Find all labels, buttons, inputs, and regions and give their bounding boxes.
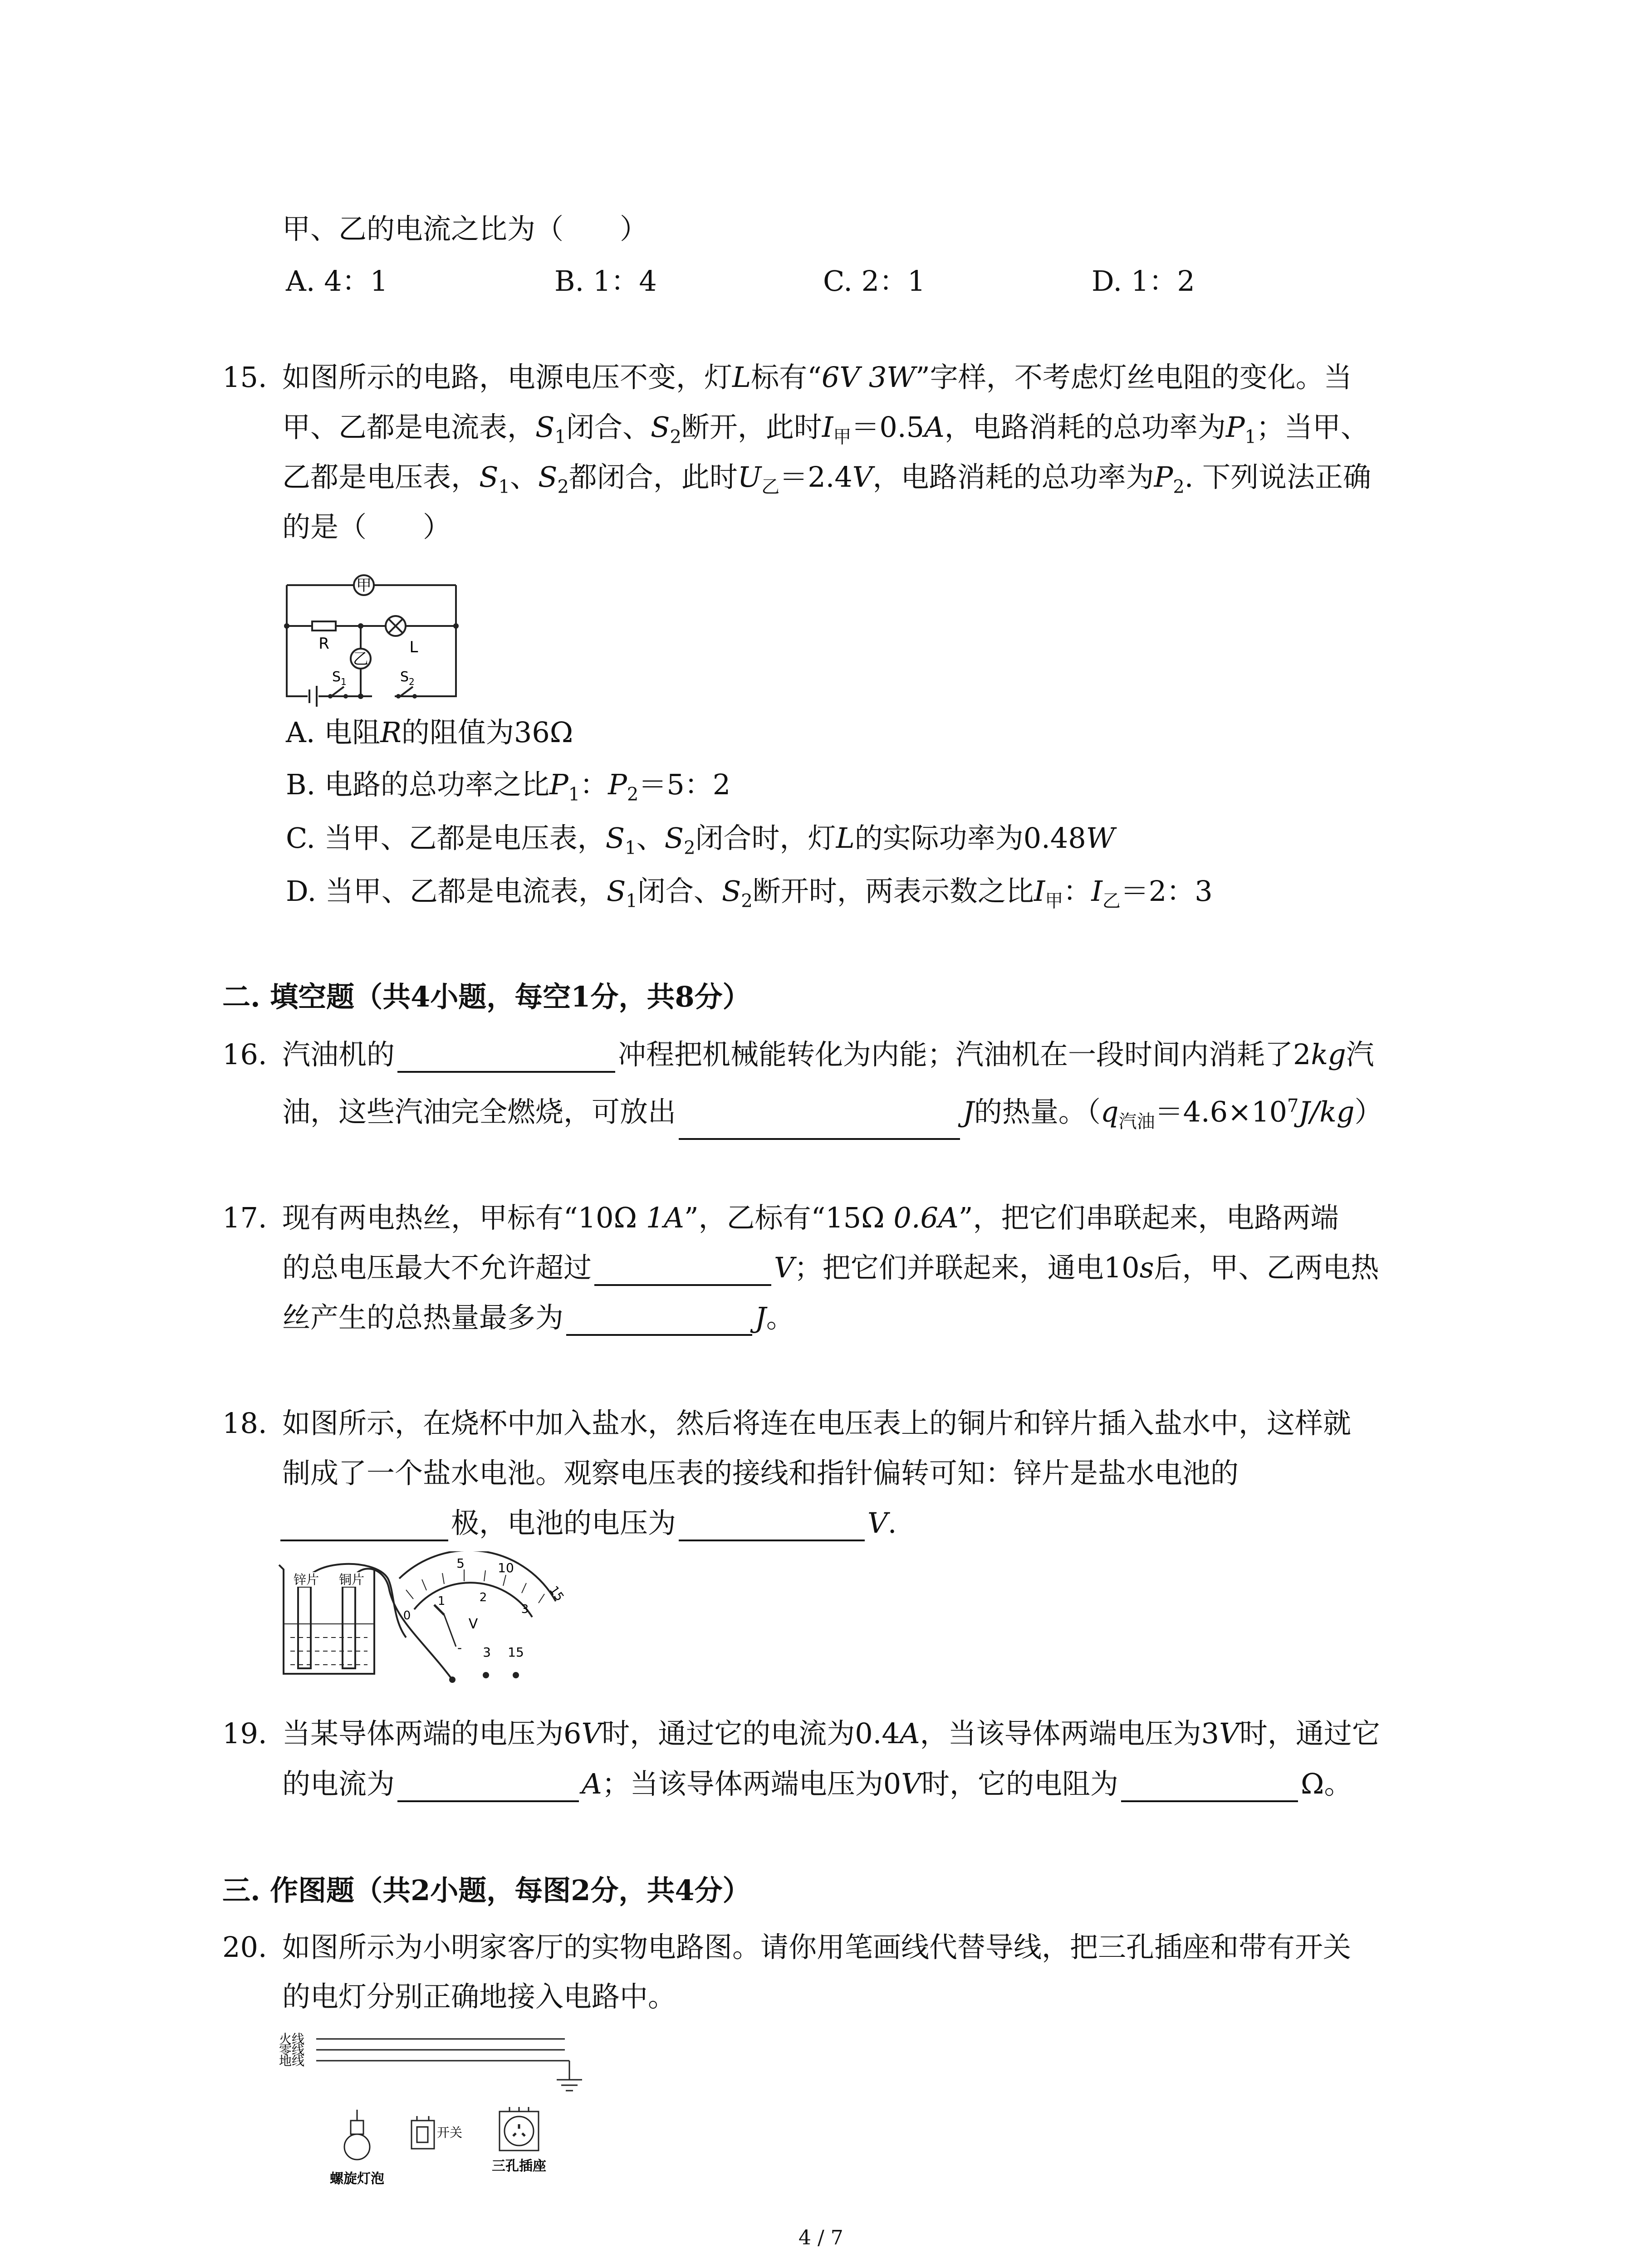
q18-blank-2[interactable]	[679, 1508, 865, 1541]
q15-option-b: B. 电路的总功率之比$P_1$：$P_2=5$：2	[286, 768, 731, 805]
neutral-line-label: 零线	[279, 2043, 305, 2058]
copper-plate-label: 铜片	[338, 1572, 365, 1587]
q18-line-1: 如图所示，在烧杯中加入盐水，然后将连在电压表上的铜片和锌片插入盐水中，这样就	[282, 1407, 1352, 1440]
scale-tick-5: 5	[456, 1556, 465, 1571]
q20-line-2: 的电灯分别正确地接入电路中。	[282, 1980, 676, 2013]
scale-tick-1: 1	[437, 1594, 446, 1608]
zinc-plate-label: 锌片	[293, 1572, 319, 1587]
bulb-label: 螺旋灯泡	[330, 2171, 384, 2187]
lamp-label: L	[409, 638, 418, 656]
q15-line-1: 如图所示的电路，电源电压不变，灯L标有“6V 3W”字样，不考虑灯丝电阻的变化。当	[282, 361, 1352, 394]
meter-jia-label: 甲	[356, 577, 372, 595]
scale-tick-2: 2	[479, 1591, 487, 1604]
q18-blank-1[interactable]	[280, 1508, 448, 1541]
terminal-15-label: 15	[508, 1645, 524, 1660]
q18-salt-battery-diagram	[270, 1551, 588, 1683]
q20-line-1: 如图所示为小明家客厅的实物电路图。请你用笔画线代替导线，把三孔插座和带有开关	[282, 1931, 1352, 1964]
q15-option-c: C. 当甲、乙都是电压表，$S_1$、$S_2$闭合时，灯L的实际功率为0.48W	[286, 821, 1115, 859]
scale-tick-10: 10	[498, 1560, 514, 1575]
q18-line-3: 极，电池的电压为 V.	[278, 1505, 897, 1541]
q15-number: 15.	[222, 361, 267, 394]
q18-number: 18.	[222, 1407, 267, 1440]
q14-option-d: D. 1：2	[1092, 264, 1195, 298]
q16-line-2: 油，这些汽油完全燃烧，可放出 J的热量。$(q_{汽油}=4.6\times 10^7J/kg)$	[282, 1088, 1383, 1140]
scale-tick-15: 15	[546, 1584, 567, 1604]
q17-blank-1[interactable]	[594, 1252, 771, 1286]
q20-household-circuit-diagram	[279, 2030, 597, 2193]
q15-line-2: 甲、乙都是电流表，$S_1$闭合、$S_2$断开，此时$I_甲=0.5A$，电路消耗的总功率为$P_1$；当甲、	[282, 411, 1369, 448]
q14-option-a: A. 4：1	[286, 264, 388, 298]
q15-circuit-diagram	[281, 558, 463, 708]
q17-number: 17.	[222, 1201, 267, 1234]
q15-line-4: 的是（ ）	[282, 510, 451, 543]
switch-s2-label: $S_2$	[400, 669, 415, 687]
voltmeter-v-label: V	[468, 1616, 478, 1632]
q19-blank-2[interactable]	[1121, 1769, 1298, 1802]
q16-blank-1[interactable]	[397, 1039, 615, 1073]
q19-line-2: 的电流为 A；当该导体两端电压为0V时，它的电阻为 Ω。	[282, 1766, 1352, 1802]
section-3-heading: 三. 作图题（共2小题，每图2分，共4分）	[222, 1874, 751, 1907]
q14-option-b: B. 1：4	[554, 264, 657, 298]
q17-blank-2[interactable]	[566, 1302, 752, 1336]
q20-number: 20.	[222, 1931, 267, 1964]
switch-s1-label: $S_1$	[332, 669, 347, 687]
q15-option-d: D. 当甲、乙都是电流表，$S_1$闭合、$S_2$断开时，两表示数之比$I_甲$：$I_乙=2$：3	[286, 875, 1213, 912]
section-2-heading: 二. 填空题（共4小题，每空1分，共8分）	[222, 980, 751, 1013]
q16-number: 16.	[222, 1038, 267, 1071]
socket-label: 三孔插座	[492, 2158, 546, 2174]
scale-tick-3: 3	[521, 1603, 529, 1616]
meter-yi-label: 乙	[353, 650, 368, 668]
q15-option-a: A. 电阻R的阻值为36Ω	[286, 716, 573, 749]
fire-line-label: 火线	[279, 2032, 305, 2047]
q15-line-3: 乙都是电压表，$S_1$、$S_2$都闭合，此时$U_乙=2.4V$，电路消耗的总功率为$P_2$. 下列说法正确	[282, 460, 1372, 498]
q16-line-1: 汽油机的 冲程把机械能转化为内能；汽油机在一段时间内消耗了2kg汽	[282, 1036, 1374, 1073]
q14-stem: 甲、乙的电流之比为（ ）	[282, 212, 648, 245]
q19-line-1: 当某导体两端的电压为6V时，通过它的电流为0.4A，当该导体两端电压为3V时，通过它	[282, 1717, 1380, 1750]
page-number: 4 / 7	[798, 2226, 843, 2249]
ground-line-label: 地线	[279, 2053, 305, 2068]
resistor-label: R	[318, 635, 329, 653]
q17-line-2: 的总电压最大不允许超过 V；把它们并联起来，通电10s后，甲、乙两电热	[282, 1250, 1379, 1286]
switch-label: 开关	[437, 2125, 463, 2140]
q16-blank-2[interactable]	[679, 1106, 960, 1140]
terminal-3-label: 3	[483, 1645, 491, 1660]
scale-tick-0: 0	[403, 1609, 411, 1623]
q17-line-1: 现有两电热丝，甲标有“10Ω 1A”，乙标有“15Ω 0.6A”，把它们串联起来，电路两端	[282, 1201, 1339, 1234]
q14-option-c: C. 2：1	[823, 264, 926, 298]
q18-line-2: 制成了一个盐水电池。观察电压表的接线和指针偏转可知：锌片是盐水电池的	[282, 1457, 1239, 1490]
q19-number: 19.	[222, 1717, 267, 1750]
q19-blank-1[interactable]	[397, 1769, 579, 1802]
terminal-minus-label: -	[457, 1640, 462, 1655]
q17-line-3: 丝产生的总热量最多为 J。	[282, 1300, 794, 1336]
